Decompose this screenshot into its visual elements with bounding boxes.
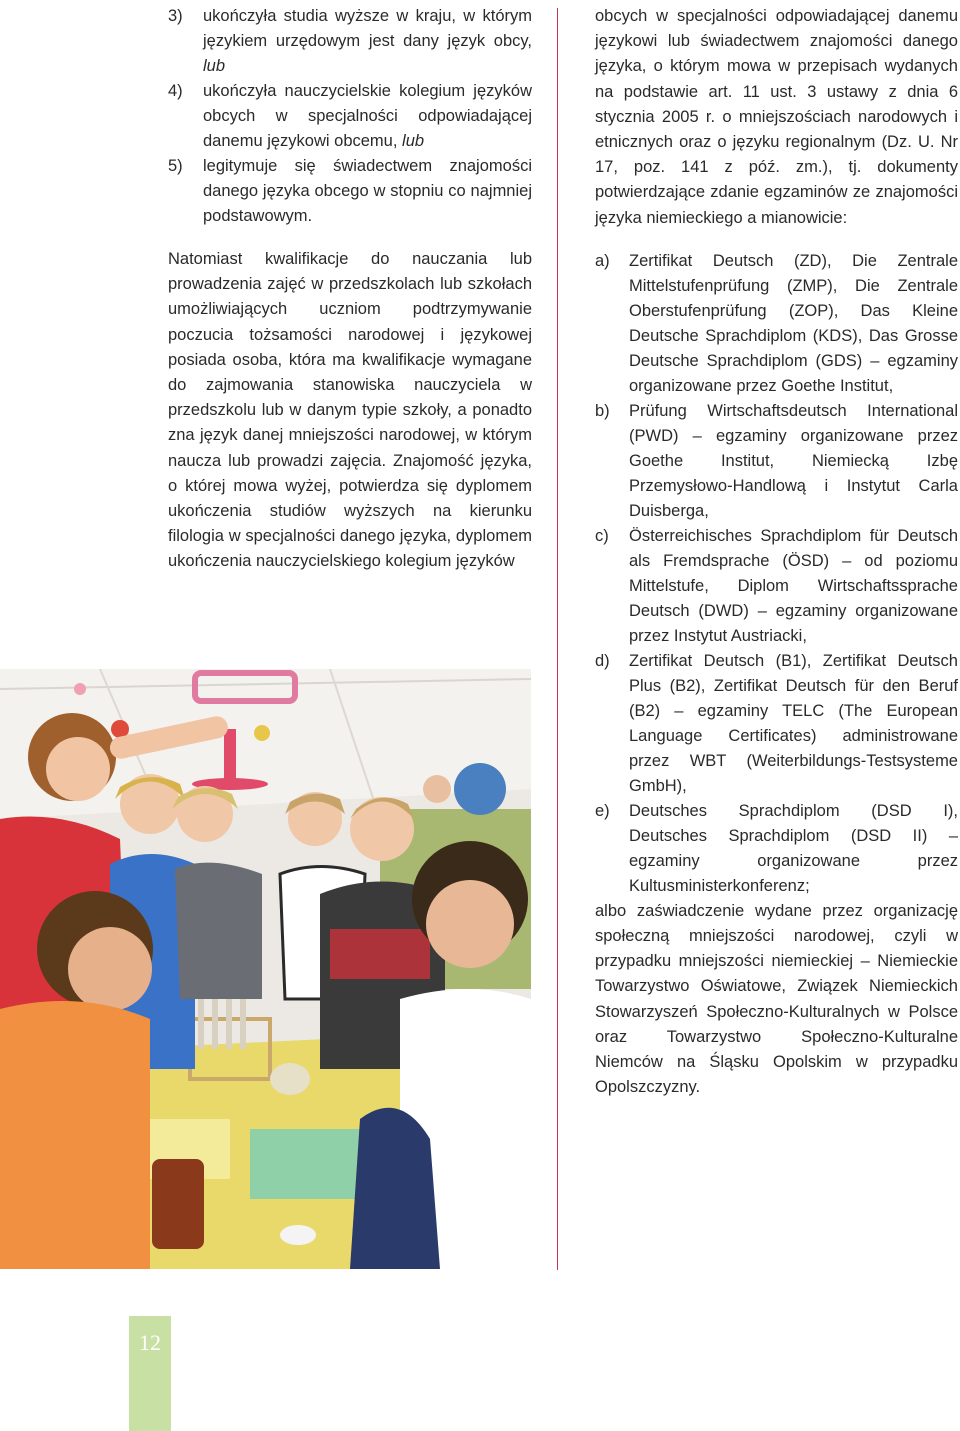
page-number: 12 — [139, 1330, 161, 1355]
list-item — [595, 524, 958, 649]
list-marker: c) — [595, 526, 609, 545]
list-item-emphasis: lub — [402, 132, 425, 150]
list-item — [168, 4, 532, 79]
column-divider — [557, 8, 558, 1270]
list-item-text: Zertifikat Deutsch (B1), Zertifikat Deutsch Plus (B2), Zertifikat Deutsch für den Beruf (B2) – egzaminy TELC (The European Language Certificates) administrowane przez WBT (Weiterbildungs-Testsysteme GmbH), — [629, 651, 958, 795]
list-item — [595, 399, 958, 524]
intro-paragraph: obcych w specjalności odpowiadającej danemu językowi lub świadectwem znajomości danego języka, o którym mowa w przepisach wydanych na podstawie art. 11 ust. 3 ustawy z dnia 6 stycznia 2005 r. o mniejszościach narodowych i etnicznych oraz o języku regionalnym (Dz. U. Nr 17, poz. 141 z póź. zm.), tj. dokumenty potwierdzające zdanie egzaminów ze znajomości języka niemieckiego a mianowicie: — [595, 7, 958, 227]
list-item — [595, 799, 958, 899]
list-item-text: legitymuje się świadectwem znajomości danego języka obcego w stopniu co najmniej podstawowym. — [203, 157, 532, 225]
left-column — [168, 4, 532, 575]
classroom-photo — [0, 669, 531, 1269]
list-item — [595, 249, 958, 399]
qualification-list — [168, 4, 532, 229]
list-item-text: ukończyła nauczycielskie kolegium języków obcych w specjalności odpowiadającej danemu językowi obcemu, — [203, 82, 532, 150]
list-item — [595, 649, 958, 799]
list-marker: 4) — [168, 82, 183, 100]
body-paragraph: Natomiast kwalifikacje do nauczania lub prowadzenia zajęć w przedszkolach lub szkołach umożliwiających uczniom podtrzymywanie poczucia tożsamości narodowej i językowej posiada osoba, która ma kwalifikacje wymagane do zajmowania stanowiska nauczyciela w przedszkolu lub w danym typie szkoły, a ponadto zna język danej mniejszości narodowej, w którym naucza lub prowadzi zajęcia. Znajomość języka, o której mowa wyżej, potwierdza się dyplomem ukończenia studiów wyższych na kierunku filologia w specjalności danego języka, dyplomem ukończenia nauczycielskiego kolegium języków — [168, 250, 532, 571]
list-marker: 5) — [168, 157, 183, 175]
list-item-text: Prüfung Wirtschaftsdeutsch International (PWD) – egzaminy organizowane przez Goethe Institut, Niemiecką Izbę Przemysłowo-Handlową i Instytut Carla Duisberga, — [629, 401, 958, 520]
list-item-text: Österreichisches Sprachdiplom für Deutsch als Fremdsprache (ÖSD) – od poziomu Mittelstufe, Diplom Wirtschaftssprache Deutsch (DWD) – egzaminy organizowane przez Instytut Austriacki, — [629, 526, 958, 645]
list-marker: a) — [595, 251, 610, 270]
list-item-text: Zertifikat Deutsch (ZD), Die Zentrale Mittelstufenprüfung (ZMP), Die Zentrale Oberstufenprüfung (ZOP), Das Kleine Deutsche Sprachdiplom (KDS), Das Grosse Deutsche Sprachdiplom (GDS) – egzaminy organizowane przez Goethe Institut, — [629, 251, 958, 395]
page-number-box — [129, 1316, 171, 1431]
list-item-emphasis: lub — [203, 57, 226, 75]
list-item-text: Deutsches Sprachdiplom (DSD I), Deutsches Sprachdiplom (DSD II) – egzaminy organizowane przez Kultusministerkonferenz; — [629, 801, 958, 895]
closing-paragraph: albo zaświadczenie wydane przez organizację społeczną mniejszości narodowej, czyli w przypadku mniejszości niemieckiej – Niemieckie Towarzystwo Oświatowe, Związek Niemieckich Stowarzyszeń Społeczno-Kulturalnych w Polsce oraz Towarzystwo Społeczno-Kulturalne Niemców na Śląsku Opolskim w przypadku Opolszczyzny. — [595, 901, 958, 1097]
list-marker: d) — [595, 651, 610, 670]
list-marker: e) — [595, 801, 610, 820]
list-item — [168, 154, 532, 229]
list-marker: b) — [595, 401, 610, 420]
list-item-text: ukończyła studia wyższe w kraju, w którym językiem urzędowym jest dany język obcy, — [203, 7, 532, 50]
certificate-list — [595, 249, 958, 899]
right-column — [595, 4, 958, 1100]
list-item — [168, 79, 532, 154]
list-marker: 3) — [168, 7, 183, 25]
